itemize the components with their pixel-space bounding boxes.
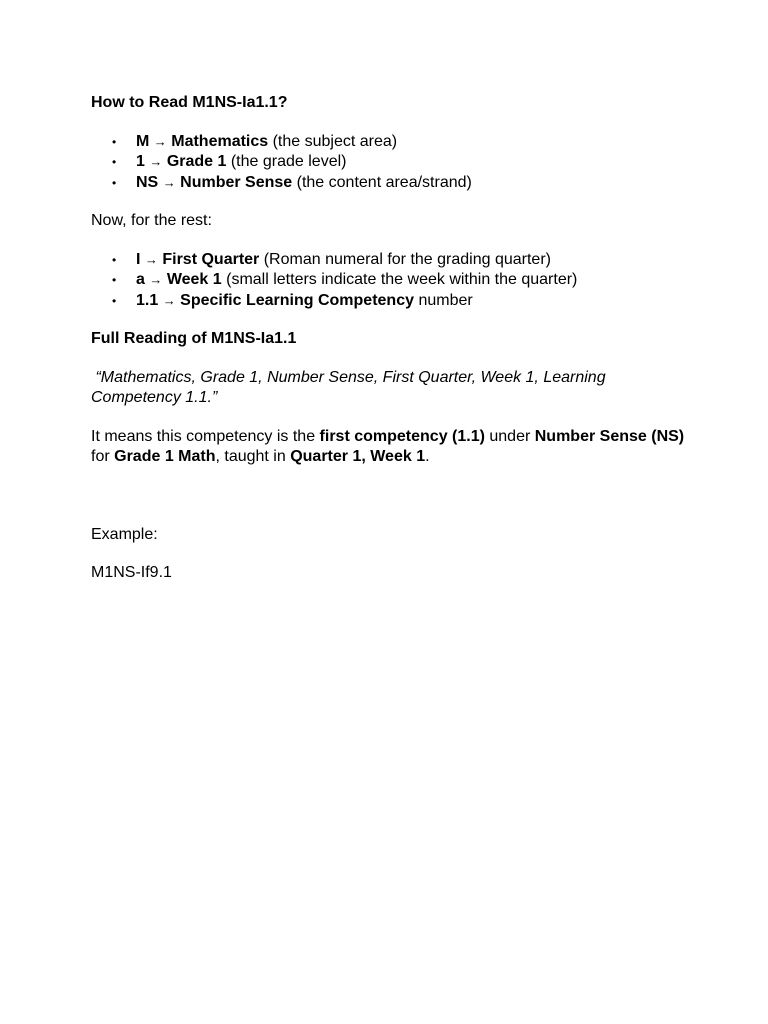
code-part: 1: [136, 153, 145, 170]
code-meaning: First Quarter: [162, 250, 260, 268]
meaning-text: for: [91, 448, 115, 465]
code-meaning: Grade 1: [166, 153, 227, 170]
right-arrow-icon: →: [144, 251, 158, 267]
list-item: [91, 291, 691, 312]
code-part: I: [136, 250, 141, 268]
list-item: [91, 173, 691, 194]
meaning-bold: Number Sense (NS): [534, 427, 685, 445]
bullet-icon: •: [112, 293, 117, 308]
heading-how-to-read: How to Read M1NS-Ia1.1?: [91, 94, 288, 111]
code-part: 1.1: [136, 291, 159, 309]
code-parts-list-2: [91, 250, 691, 312]
right-arrow-icon: →: [149, 272, 163, 287]
code-description: number: [414, 291, 473, 309]
right-arrow-icon: →: [162, 292, 176, 308]
code-meaning: Week 1: [166, 271, 222, 288]
full-reading-quote: “Mathematics, Grade 1, Number Sense, First Quarter, Week 1, Learning Competency 1.1.”: [91, 368, 611, 406]
example-code: M1NS-If9.1: [91, 564, 172, 581]
meaning-bold: Grade 1 Math: [114, 448, 216, 465]
code-description: (Roman numeral for the grading quarter): [259, 250, 551, 268]
example-label: Example:: [91, 525, 158, 543]
bullet-icon: •: [112, 252, 117, 267]
blank-space: [91, 486, 691, 525]
code-part: NS: [136, 173, 159, 191]
list-item: [91, 250, 691, 271]
right-arrow-icon: →: [153, 133, 167, 149]
list-item: [91, 132, 691, 153]
meaning-paragraph: [91, 427, 691, 468]
right-arrow-icon: →: [162, 174, 176, 190]
bullet-icon: •: [112, 273, 117, 287]
code-parts-list-1: [91, 132, 691, 194]
heading-full-reading: Full Reading of M1NS-Ia1.1: [91, 330, 297, 347]
code-description: (the content area/strand): [292, 173, 472, 191]
meaning-text: , taught in: [215, 448, 291, 465]
code-meaning: Number Sense: [180, 173, 293, 191]
now-for-rest-text: Now, for the rest:: [91, 212, 212, 229]
meaning-text: It means this competency is the: [91, 427, 320, 445]
bullet-icon: •: [112, 155, 117, 169]
meaning-text: under: [484, 427, 535, 445]
code-meaning: Mathematics: [171, 132, 269, 150]
bullet-icon: •: [112, 134, 117, 149]
code-description: (small letters indicate the week within the quarter): [221, 271, 578, 288]
document-page: [91, 93, 691, 602]
meaning-bold: first competency (1.1): [319, 427, 485, 445]
right-arrow-icon: →: [149, 154, 163, 169]
meaning-text: .: [425, 448, 430, 465]
code-description: (the grade level): [226, 153, 347, 170]
bullet-icon: •: [112, 175, 117, 190]
list-item: [91, 152, 691, 173]
code-description: (the subject area): [268, 132, 398, 150]
meaning-bold: Quarter 1, Week 1: [290, 448, 426, 465]
code-meaning: Specific Learning Competency: [180, 291, 414, 309]
code-part: a: [136, 271, 145, 288]
list-item: [91, 270, 691, 291]
code-part: M: [136, 132, 150, 150]
